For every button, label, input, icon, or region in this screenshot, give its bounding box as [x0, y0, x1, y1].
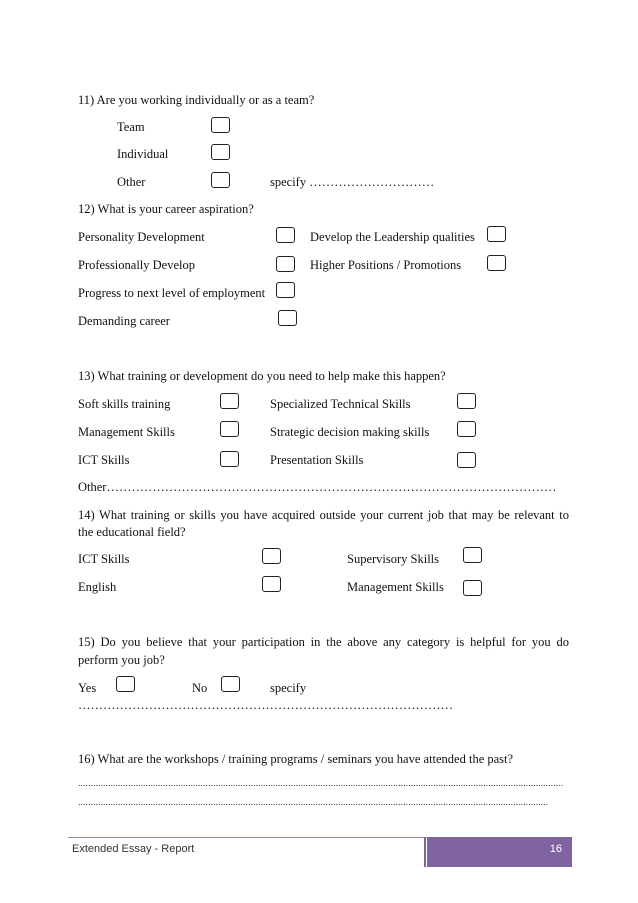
- page-number: 16: [549, 843, 562, 855]
- q12-leadership-checkbox[interactable]: [487, 226, 506, 242]
- q14-option-english: English: [78, 580, 117, 594]
- footer-bar-edge: [424, 837, 426, 867]
- q12-professional-checkbox[interactable]: [276, 256, 295, 272]
- q13-strategic-checkbox[interactable]: [457, 421, 476, 437]
- q11-team-checkbox[interactable]: [211, 117, 230, 133]
- q11-individual-checkbox[interactable]: [211, 144, 230, 160]
- q11-option-individual: Individual: [117, 147, 169, 161]
- q15-question-line2: perform you job?: [78, 653, 165, 667]
- q13-ict-checkbox[interactable]: [220, 451, 239, 467]
- q12-option-professional: Professionally Develop: [78, 258, 195, 272]
- q12-question: 12) What is your career aspiration?: [78, 202, 254, 216]
- q15-no-checkbox[interactable]: [221, 676, 240, 692]
- q11-option-team: Team: [117, 120, 145, 134]
- q15-option-yes: Yes: [78, 681, 97, 695]
- q14-english-checkbox[interactable]: [262, 576, 281, 592]
- q11-question: 11) Are you working individually or as a team?: [78, 93, 315, 107]
- q14-option-ict: ICT Skills: [78, 552, 130, 566]
- q12-option-leadership: Develop the Leadership qualities: [310, 230, 475, 244]
- q13-question: 13) What training or development do you need to help make this happen?: [78, 369, 446, 383]
- q15-question-line1: 15) Do you believe that your participation in the above any category is helpful for you do: [78, 635, 569, 649]
- q14-option-supervisory: Supervisory Skills: [347, 552, 440, 566]
- q16-answer-line-2[interactable]: ............................................................................................................................................................................................: [78, 797, 548, 807]
- footer-title: Extended Essay - Report: [72, 843, 195, 855]
- q13-presentation-checkbox[interactable]: [457, 452, 476, 468]
- q13-option-ict: ICT Skills: [78, 453, 130, 467]
- q14-option-management: Management Skills: [347, 580, 444, 594]
- q13-option-soft-skills: Soft skills training: [78, 397, 171, 411]
- q14-question-line2: the educational field?: [78, 525, 186, 539]
- q14-supervisory-checkbox[interactable]: [463, 547, 482, 563]
- q15-specify-line[interactable]: ………………………………………………………………………………: [78, 698, 453, 712]
- q14-management-checkbox[interactable]: [463, 580, 482, 596]
- q13-option-strategic: Strategic decision making skills: [270, 425, 430, 439]
- q13-option-management: Management Skills: [78, 425, 175, 439]
- q13-management-checkbox[interactable]: [220, 421, 239, 437]
- q13-soft-skills-checkbox[interactable]: [220, 393, 239, 409]
- q13-option-technical: Specialized Technical Skills: [270, 397, 411, 411]
- q12-progress-checkbox[interactable]: [276, 282, 295, 298]
- q11-specify: specify …………………………: [270, 175, 435, 189]
- q12-option-progress: Progress to next level of employment: [78, 286, 266, 300]
- footer-page-bar: [427, 837, 572, 867]
- q13-option-presentation: Presentation Skills: [270, 453, 364, 467]
- q13-other-line[interactable]: Other………………………………………………………………………………………………: [78, 480, 557, 494]
- q13-technical-checkbox[interactable]: [457, 393, 476, 409]
- q15-specify: specify: [270, 681, 307, 695]
- q11-option-other: Other: [117, 175, 146, 189]
- q16-question: 16) What are the workshops / training programs / seminars you have attended the past?: [78, 752, 514, 766]
- q12-option-higher-positions: Higher Positions / Promotions: [310, 258, 462, 272]
- q14-ict-checkbox[interactable]: [262, 548, 281, 564]
- q16-answer-line-1[interactable]: ..................................................................................................................................................................................................: [78, 778, 564, 788]
- q12-option-demanding: Demanding career: [78, 314, 170, 328]
- q11-other-checkbox[interactable]: [211, 172, 230, 188]
- q12-demanding-checkbox[interactable]: [278, 310, 297, 326]
- q12-option-personality: Personality Development: [78, 230, 205, 244]
- q15-yes-checkbox[interactable]: [116, 676, 135, 692]
- q12-personality-checkbox[interactable]: [276, 227, 295, 243]
- q12-higher-positions-checkbox[interactable]: [487, 255, 506, 271]
- q15-option-no: No: [192, 681, 208, 695]
- q14-question-line1: 14) What training or skills you have acquired outside your current job that may be relevant to: [78, 508, 569, 522]
